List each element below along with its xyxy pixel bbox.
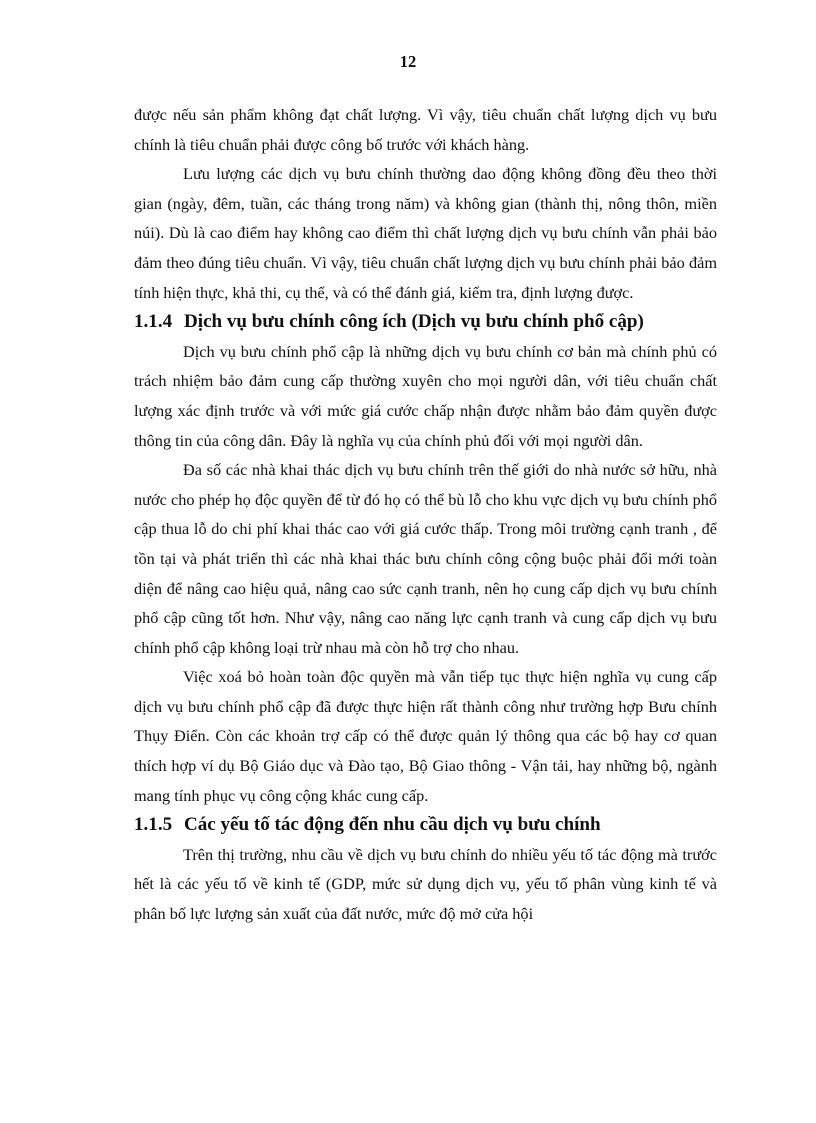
- paragraph-universal-service: Dịch vụ bưu chính phổ cập là những dịch vụ bưu chính cơ bản mà chính phủ có trách nhiệm bảo đảm cung cấp thường xuyên cho mọi người dân, với tiêu chuẩn chất lượng xác định trước và với mức giá cước chấp nhận được nhằm bảo đảm quyền được thông tin của công dân. Đây là nghĩa vụ của chính phủ đối với mọi người dân.: [134, 341, 717, 450]
- paragraph-traffic-volume: Lưu lượng các dịch vụ bưu chính thường dao động không đồng đều theo thời gian (ngày, đêm, tuần, các tháng trong năm) và không gian (thành thị, nông thôn, miền núi). Dù là cao điểm hay không cao điểm thì chất lượng dịch vụ bưu chính vẫn phải bảo đảm theo đúng tiêu chuẩn. Vì vậy, tiêu chuẩn chất lượng dịch vụ bưu chính phải bảo đảm tính hiện thực, khả thi, cụ thể, và có thể đánh giá, kiểm tra, định lượng được.: [134, 164, 717, 302]
- paragraph-demand-factors: Trên thị trường, nhu cầu về dịch vụ bưu chính do nhiều yếu tố tác động mà trước hết là các yếu tố về kinh tế (GDP, mức sử dụng dịch vụ, yếu tố phân vùng kinh tế và phân bố lực lượng sản xuất của đất nước, mức độ mở cửa hội: [134, 844, 717, 924]
- paragraph-monopoly-removal: Việc xoá bỏ hoàn toàn độc quyền mà vẫn tiếp tục thực hiện nghĩa vụ cung cấp dịch vụ bưu chính phổ cập đã được thực hiện rất thành công như trường hợp Bưu chính Thụy Điển. Còn các khoản trợ cấp có thể được quản lý thông qua các bộ hay cơ quan thích hợp ví dụ Bộ Giáo dục và Đào tạo, Bộ Giao thông - Vận tải, hay những bộ, ngành mang tính phục vụ công cộng khác cung cấp.: [134, 667, 717, 805]
- page-number: 12: [399, 52, 417, 71]
- section-heading-1-1-5: [134, 810, 717, 840]
- section-title: Dịch vụ bưu chính công ích (Dịch vụ bưu chính phổ cập): [184, 311, 644, 333]
- section-heading-1-1-4: [134, 307, 717, 337]
- section-number: 1.1.4: [134, 311, 173, 333]
- page-content: [134, 100, 717, 929]
- section-number: 1.1.5: [134, 814, 173, 836]
- paragraph-state-operators: Đa số các nhà khai thác dịch vụ bưu chính trên thế giới do nhà nước sở hữu, nhà nước cho phép họ độc quyền để từ đó họ có thể bù lỗ cho khu vực dịch vụ bưu chính phổ cập thua lỗ do chi phí khai thác cao với giá cước thấp. Trong môi trường cạnh tranh , để tồn tại và phát triển thì các nhà khai thác bưu chính công cộng buộc phải đổi mới toàn diện để nâng cao hiệu quả, nâng cao sức cạnh tranh, nên họ cung cấp dịch vụ bưu chính phổ cập cũng tốt hơn. Như vậy, nâng cao năng lực cạnh tranh và cung cấp dịch vụ bưu chính phổ cập không loại trừ nhau mà còn hỗ trợ cho nhau.: [134, 460, 717, 657]
- paragraph-quality-standard: được nếu sản phẩm không đạt chất lượng. Vì vậy, tiêu chuẩn chất lượng dịch vụ bưu chính là tiêu chuẩn phải được công bố trước với khách hàng.: [134, 105, 717, 154]
- section-title: Các yếu tố tác động đến nhu cầu dịch vụ bưu chính: [184, 814, 601, 836]
